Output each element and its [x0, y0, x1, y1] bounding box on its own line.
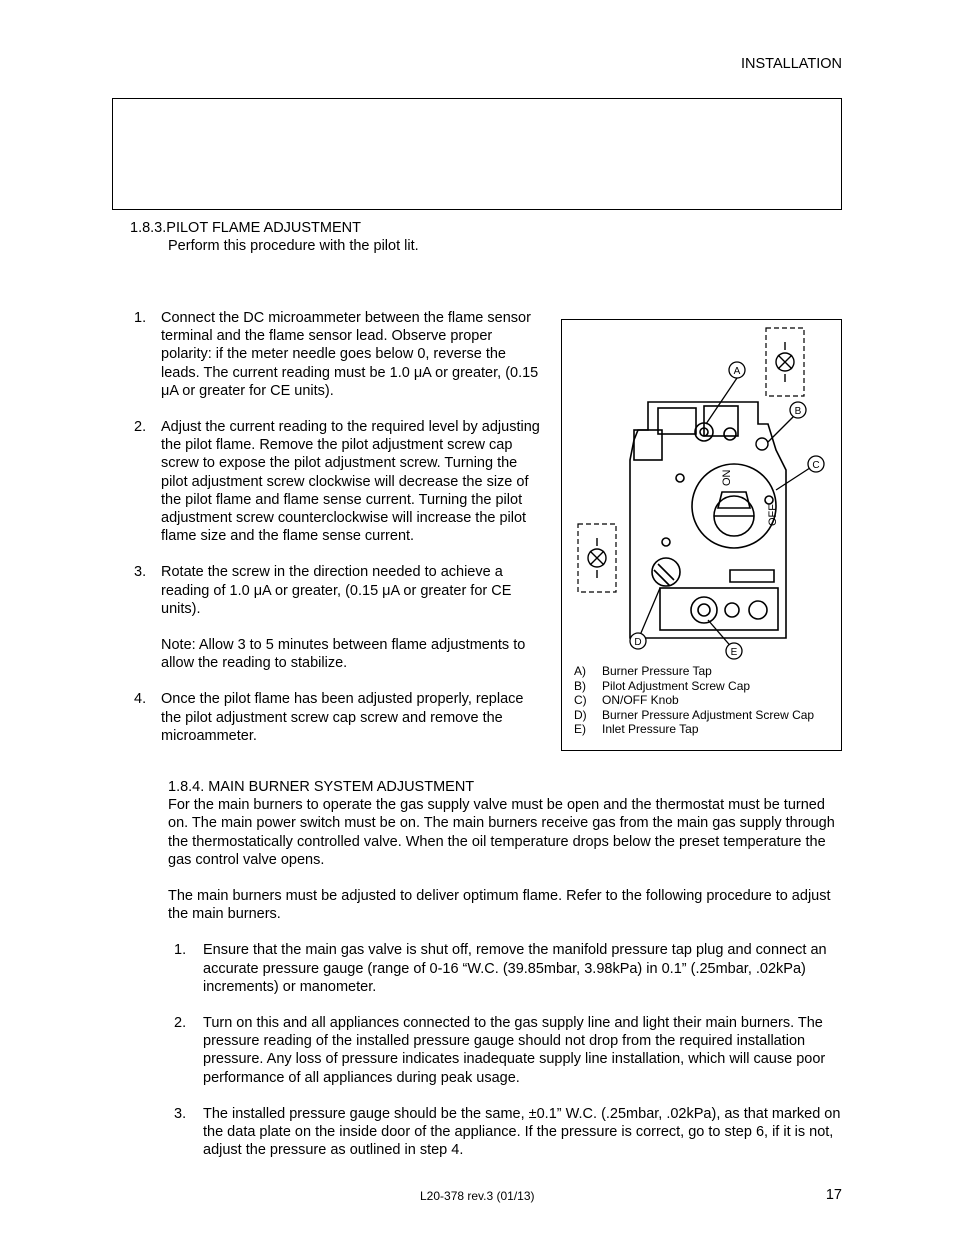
- step-text: Turn on this and all appliances connected to the gas supply line and light their main burners. The pressure reading of the installed pressure gauge should not drop from the required installation pressure. Any loss of pressure indicates inadequate supply line installation, which will cause poor performance of all appliances during peak usage.: [203, 1015, 826, 1086]
- gas-valve-diagram: [562, 320, 841, 660]
- callout-e: E: [730, 647, 738, 658]
- pilot-step: 2. Adjust the current reading to the required level by adjusting the pilot flame. Remove the pilot adjustment screw cap screw to expose the pilot adjustment screw. Turning the pilot adjustment screw clockwise will decrease the size of the pilot flame and flame sense current. Turning the pilot adjustment screw counterclockwise will increase the pilot flame size and the flame sense current.: [134, 418, 544, 545]
- pilot-step: 1. Connect the DC microammeter between the flame sensor terminal and the flame sensor lead. Observe proper polarity: if the meter needle goes below 0, reverse the leads. The current reading must be 1.0 μA or greater, (0.15 μA or greater for CE units).: [134, 309, 544, 400]
- legend-item: E) Inlet Pressure Tap: [574, 722, 699, 736]
- section-title-pilot: 1.8.3.PILOT FLAME ADJUSTMENT: [130, 220, 361, 236]
- knob-on-label: ON: [721, 469, 733, 486]
- step-text: Once the pilot flame has been adjusted properly, replace the pilot adjustment screw cap screw and remove the microammeter.: [161, 691, 524, 744]
- legend-item: D) Burner Pressure Adjustment Screw Cap: [574, 707, 815, 722]
- pilot-steps: [134, 309, 544, 763]
- step-text: Adjust the current reading to the required level by adjusting the pilot flame. Remove the pilot adjustment screw cap screw to expose the pilot adjustment screw. Turning the pilot adjustment screw clockwise will decrease the size of the pilot flame and flame sense current. Turning the pilot adjustment screw counterclockwise will increase the pilot flame size and the flame sense current.: [161, 419, 540, 545]
- running-header: INSTALLATION: [741, 56, 842, 72]
- main-step: 1. Ensure that the main gas valve is shut off, remove the manifold pressure tap plug and connect an accurate pressure gauge (range of 0-16 “W.C. (39.85mbar, 3.98kPa) in 0.1” (.25mbar, .02kPa) increments) or manometer.: [174, 941, 843, 996]
- pilot-intro: Perform this procedure with the pilot lit.: [168, 238, 419, 254]
- document-id: L20-378 rev.3 (01/13): [420, 1189, 535, 1203]
- figure-legend: [574, 664, 814, 737]
- step-text: Connect the DC microammeter between the flame sensor terminal and the flame sensor lead. Observe proper polarity: if the meter needle goes below 0, reverse the leads. The current reading must be 1.0 μA or greater, (0.15 μA or greater for CE units).: [161, 310, 539, 399]
- pilot-note: Note: Allow 3 to 5 minutes between flame adjustments to allow the reading to stabilize.: [161, 637, 526, 672]
- knob-off-label: OFF: [767, 504, 779, 526]
- callout-d: D: [634, 637, 642, 648]
- main-para-1: For the main burners to operate the gas supply valve must be open and the thermostat must be turned on. The main power switch must be on. The main burners receive gas from the main gas supply through the thermostatically controlled valve. When the oil temperature drops below the preset temperature the gas control valve opens.: [168, 797, 835, 868]
- legend-item: B) Pilot Adjustment Screw Cap: [574, 678, 751, 693]
- gas-valve-figure: [561, 319, 842, 751]
- pilot-step: 3. Rotate the screw in the direction needed to achieve a reading of 1.0 μA or greater, (0.15 μA or greater for CE units).: [134, 563, 544, 618]
- step-text: Rotate the screw in the direction needed to achieve a reading of 1.0 μA or greater, (0.15 μA or greater for CE units).: [161, 564, 512, 617]
- callout-b: B: [794, 406, 802, 417]
- pilot-step: 4. Once the pilot flame has been adjusted properly, replace the pilot adjustment screw cap screw and remove the microammeter.: [134, 690, 544, 745]
- legend-item: A) Burner Pressure Tap: [574, 664, 712, 678]
- callout-a: A: [733, 366, 741, 377]
- main-step: 3. The installed pressure gauge should be the same, ±0.1” W.C. (.25mbar, .02kPa), as that marked on the data plate on the inside door of the appliance. If the pressure is correct, go to step 6, if it is not, adjust the pressure as outlined in step 4.: [174, 1105, 843, 1160]
- main-para-2: The main burners must be adjusted to deliver optimum flame. Refer to the following procedure to adjust the main burners.: [168, 888, 831, 923]
- legend-item: C) ON/OFF Knob: [574, 693, 679, 707]
- main-burner-section: [168, 778, 843, 1177]
- callout-c: C: [812, 460, 820, 471]
- section-title-main: 1.8.4. MAIN BURNER SYSTEM ADJUSTMENT: [168, 779, 475, 795]
- main-step: 2. Turn on this and all appliances connected to the gas supply line and light their main burners. The pressure reading of the installed pressure gauge should not drop from the required installation pressure. Any loss of pressure indicates inadequate supply line installation, which will cause poor performance of all appliances during peak usage.: [174, 1014, 843, 1087]
- page-number: 17: [825, 1187, 842, 1203]
- main-steps: [174, 941, 843, 1159]
- step-text: The installed pressure gauge should be the same, ±0.1” W.C. (.25mbar, .02kPa), as that marked on the data plate on the inside door of the appliance. If the pressure is correct, go to step 6, if it is not, adjust the pressure as outlined in step 4.: [203, 1105, 841, 1159]
- step-text: Ensure that the main gas valve is shut off, remove the manifold pressure tap plug and connect an accurate pressure gauge (range of 0-16 “W.C. (39.85mbar, 3.98kPa) in 0.1” (.25mbar, .02kPa) increments) or manometer.: [203, 942, 827, 995]
- empty-frame: [112, 98, 842, 210]
